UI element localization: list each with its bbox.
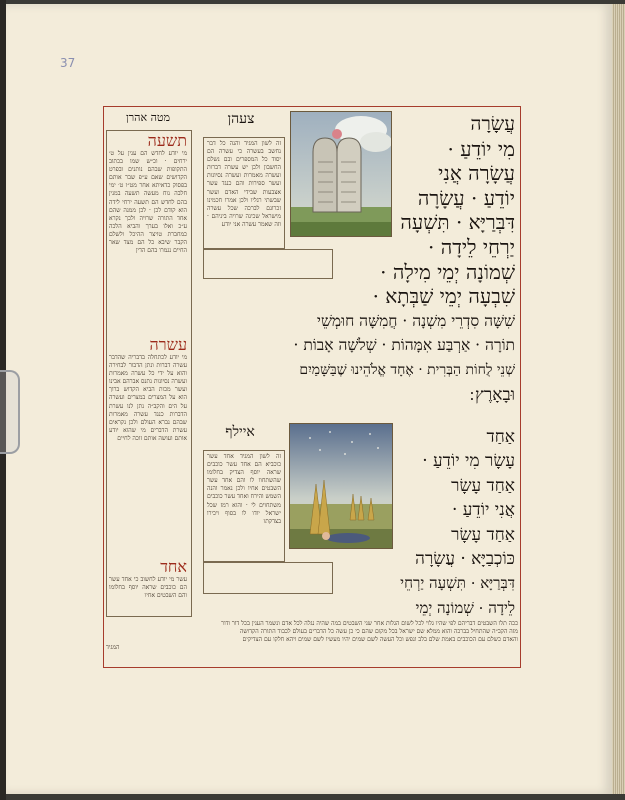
main-top-line: מִי יוֹדֵעַ ·	[447, 136, 515, 161]
main-bottom-line: לֵידָה · שְׁמוֹנָה יְמֵי	[415, 598, 515, 617]
main-top-line: יַרְחֵי לֵידָה ·	[428, 234, 515, 259]
main-top-line: תוֹרָה · אַרְבַּע אִמָּהוֹת · שְׁלֹשָׁה אָבוֹת ·	[293, 336, 515, 355]
main-top-line: שִׁבְעָה יְמֵי שַׁבְּתָא ·	[372, 284, 515, 309]
main-bottom-line: אַחַד עָשָׂר	[451, 475, 515, 496]
bottom-note-line: מזה הקב״ה שהתחיל בברכה והוא ממלא שם ישראל בכל מקום שהם כי כן עשה כל הדברים בעולם לכבוד התורה הקדושה	[239, 628, 518, 635]
left-sec2-text: מי יודע לכתחלה בדבריה שהדבר עשרה דברות ונתן הדבור לבחירה והוא על ידי כל עשרה מאמרות ועשרה נסיונות נתנס אברהם אבינו ועשר מכות הביא הקדוש ברוך הוא על המצרים במצרים ועשרה על הים והקב״ה נתן לנו עשרת הדברות כנגד עשרה מאמרות שבהם נברא העולם ולכן נקראים עשרת הדברים מי שהוא יודע אותם ועושה אותם זוכה לחיים	[109, 354, 187, 442]
main-top-line: עֲשָׂרָה אֲנִי	[438, 161, 515, 186]
main-bottom-line: עָשָׂר מִי יוֹדֵעַ ·	[422, 451, 515, 472]
left-sec2-title: עשרה	[149, 335, 187, 354]
left-sec3-text: עשר מי יודע לחשוב כי אחד עשר הם כוכבים שראה יוסף בחלומו והם השבטים אחיו	[109, 576, 187, 600]
top-boxed-commentary: זה לשון המגיד והנה כל דבר נחשב בעשרה כי עשרה הם יסוד כל המספרים ובם נשלם החשבון ולכן יש עשרה דברות ועשרה מאמרות ועשרה נסיונות ועשר ספירות והם כנגד עשר אצבעות שבידי האדם ועשר שבשתי רגליו ולכן אמרו חכמינו זכרונם לברכה שכל עשרה מישראל שכינה שרויה ביניהם · וזה שאמר עשרה אני יודע	[203, 137, 285, 249]
main-top-line: דִּבְּרַיָּא · תִּשְׁעָה	[400, 210, 515, 235]
bottom-note-line: המגיד	[106, 644, 120, 651]
bottom-note-line: ככה תלו השבטים דבריהם לפי שהיו גלוי לכל לשום הגלות אחר שני השבטים במה שהיה נגלה לכל אדם ונשמר הענין בכל דור ודור	[221, 620, 518, 627]
main-bottom-line: אַחַד עָשָׂר	[451, 524, 515, 545]
main-bottom-line: אֲנִי יוֹדֵעַ ·	[451, 500, 515, 521]
main-top-line: וּבָאָרֶץ ׃	[469, 384, 515, 405]
folio-number: 37	[60, 56, 76, 70]
main-top-line: שְׁנֵי לֻחוֹת הַבְּרִית · אֶחָד אֱלֹהֵינוּ שֶׁבַּשָּׁמַיִם	[299, 361, 515, 378]
main-text-top	[195, 112, 515, 407]
illus-bottom-label: איילף	[225, 424, 255, 440]
main-bottom-line: דִּבְּרַיָּא · תִּשְׁעָה יַרְחֵי	[400, 574, 515, 593]
left-column-text-area	[109, 132, 187, 612]
main-top-line: יוֹדֵעַ · עֲשָׂרָה	[417, 185, 515, 210]
left-column-header: מטה אהרן	[125, 111, 171, 124]
bottom-notes	[106, 620, 518, 662]
illus-top-label: צעהן	[227, 111, 255, 127]
main-bottom-line: כּוֹכְבַיָּא · עֲשָׂרָה	[415, 549, 515, 570]
main-top-line: שִׁשָּׁה סִדְרֵי מִשְׁנָה · חֲמִשָּׁה חוּמְשֵׁי	[316, 311, 515, 330]
left-sec1-text: מי יודע לחדש הם ענין על ט׳ ירחים · וכ״ש שמו בכתוב התקופות שבהם נותנים ובפרט הקדושים שאם ע״פ שבר אותם בפסוק כדאיתא אחר מט״ו ט׳ ימי חלבה נוח מעשה תשעה במנין בהם לחדש הם תשעה ירחי לידה הוא קודם לכן · לכן ממנה שהם אחד התורה שרויה ולכך נקרא ע״כ ואלו בערך והביא הלכה כמחברת טויצר ההיכל ולשלם הקבר שיבא כל הם מצד שאר החיים נגמרו בהם הדין	[109, 150, 187, 255]
book-clasp	[0, 370, 20, 454]
left-sec3-title: אחד	[160, 557, 187, 576]
main-bottom-line: אַחַד	[486, 427, 515, 447]
left-sec1-title: תשעה	[147, 132, 187, 150]
main-top-line: עֲשָׂרָה	[470, 113, 515, 135]
main-text-bottom	[195, 425, 515, 620]
bottom-boxed-commentary: זה לשון המגיד אחד עשר כוכביא הם אחד עשר כוכבים שראה יוסף הצדיק בחלומו שהשתחוו לו והם אחד עשר השבטים אחיו ולכן נאמר והנה השמש והירח ואחד עשר כוכבים משתחוים לי · והוא רמז שכל ישראל יודו לו בסוף ויכירו בצדקתו	[203, 450, 285, 562]
page-edges	[612, 4, 625, 794]
bottom-note-line: והאדם כשלם עם הכוכבים באמת שלם בלב ונפש וכל העשה לשם שמים יהיו מעשיו לשם שמים ויהא חלקו עם הצדיקים	[242, 636, 518, 643]
main-top-line: שְׁמוֹנָה יְמֵי מִילָה ·	[380, 259, 515, 284]
